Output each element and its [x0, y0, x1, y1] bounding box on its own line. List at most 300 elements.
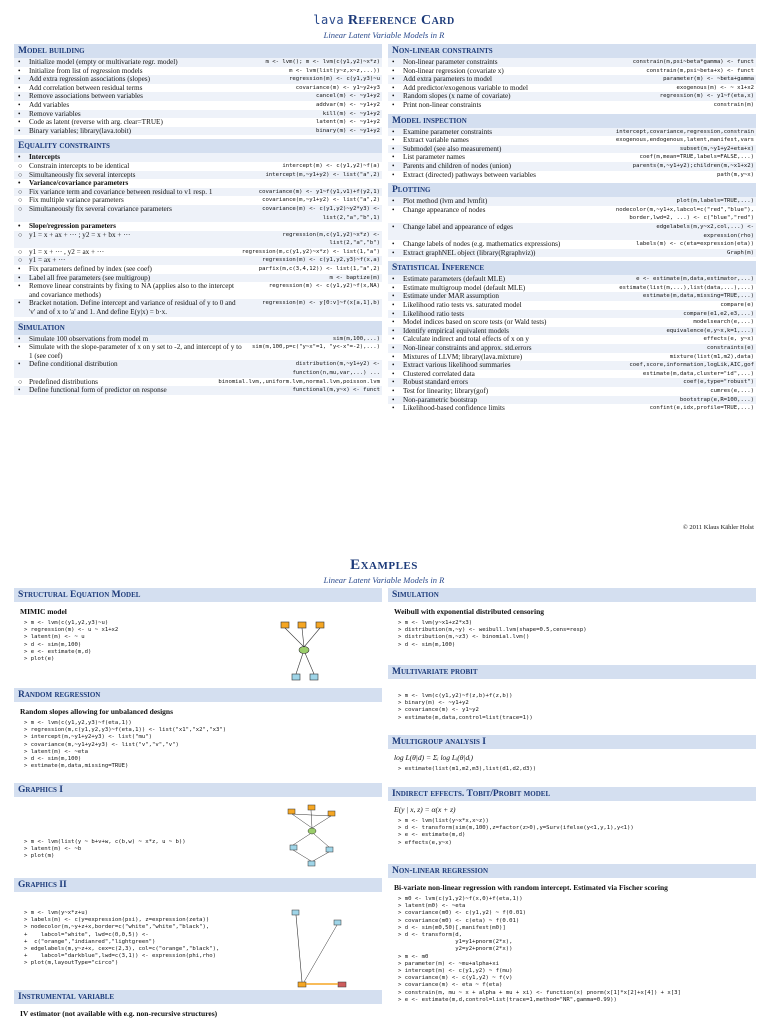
section-title: Equality constraints	[14, 139, 382, 153]
row-code: compare(e)	[720, 302, 754, 309]
ref-row	[14, 92, 382, 101]
ref-row	[14, 101, 382, 110]
ref-row	[388, 75, 756, 84]
row-code: cumres(e,...)	[710, 388, 754, 394]
ref-row	[14, 299, 382, 316]
ref-row	[14, 171, 382, 180]
row-code: binomial.lvm,,uniform.lvm,normal.lvm,poisson.lvm	[218, 378, 380, 385]
row-description: Remove associations between variables	[29, 92, 143, 101]
row-description-wrap	[18, 75, 150, 84]
bullet-icon: •	[392, 83, 395, 92]
row-code: regression(m,c(y1,y2)~x*z) <- list(2,"a","b")	[282, 231, 380, 247]
row-code: regression(m) <- y1~f(eta,x)	[659, 93, 754, 100]
row-description-wrap	[18, 196, 124, 205]
bullet-icon: •	[392, 292, 395, 301]
bullet-icon: •	[392, 404, 395, 413]
row-code: estimate(m,data,cluster="id",...)	[642, 370, 754, 377]
bullet-icon: •	[18, 109, 21, 118]
ref-row	[14, 256, 382, 265]
row-code: intercept(m) <- c(y1,y2)~f(a)	[282, 162, 380, 169]
g2-code: > m <- lvm(y~x*z+u) > labels(m) <- c(y=expression(psi), z=expression(zeta)) > nodecolor(m,~y+z+x,border=c("white","white","black"), + labcol="white", lwd=c(0,0,5)) <- + c("orange","indianred","lightgreen") > edgelabels(m,y~z+x, cex=c(2,3), col=c("orange","black"), + labcol="darkblue",lwd=c(3,1)) <- expression(phi,rho) > plot(m,layoutType="circo")	[24, 910, 220, 967]
section-rows	[388, 58, 756, 110]
bullet-icon: •	[392, 369, 395, 378]
bullet-icon: ○	[18, 230, 23, 239]
ref-row	[388, 353, 756, 362]
ref-row	[14, 118, 382, 127]
bullet-icon: •	[18, 179, 21, 188]
section-title: Plotting	[388, 183, 756, 197]
row-description-wrap	[392, 162, 511, 171]
row-description: Non-linear constraints and approx. std.errors	[403, 344, 532, 353]
row-description: Plot method (lvm and lvmfit)	[403, 197, 488, 206]
row-code: covariance(m) <- c(y1,y2)~y2*y3) <- list(2,"a","b",1)	[262, 205, 380, 221]
row-code: m <- lvm(list(y~z,x~z,...))	[289, 67, 380, 74]
row-description-wrap	[18, 67, 143, 76]
bullet-icon: •	[392, 395, 395, 404]
row-description-wrap	[18, 282, 242, 299]
bullet-icon: •	[18, 153, 21, 162]
row-code: e <- estimate(m,data,estimator,...)	[636, 276, 754, 283]
row-description-wrap	[18, 110, 81, 119]
ref-row	[388, 284, 756, 293]
row-description-wrap	[392, 101, 481, 110]
row-description-wrap	[18, 299, 242, 316]
row-description-wrap	[392, 396, 477, 405]
row-description-wrap	[18, 118, 163, 127]
bullet-icon: •	[392, 361, 395, 370]
sem-code: > m <- lvm(c(y1,y2,y3)~u) > regression(m) <- u ~ x1+x2 > latent(m) <- ~ u > d <- sim(m,100) > e <- estimate(m,d) > plot(e)	[24, 620, 119, 663]
row-description-wrap	[18, 360, 118, 369]
ref-row	[388, 145, 756, 154]
ref-row	[14, 343, 382, 360]
row-code: estimate(list(m,...),list(data,...),...)	[619, 284, 754, 291]
row-description-wrap	[18, 179, 128, 188]
row-description: Add predictor/exogenous variable to model	[403, 83, 528, 92]
row-code: coef(e,type="robust")	[683, 379, 754, 386]
iv-title: Instrumental variable	[14, 990, 382, 1004]
row-description: Clustered correlated data	[403, 369, 475, 378]
row-description-wrap	[18, 231, 130, 240]
row-code: latent(m) <- ~y1+y2	[316, 119, 380, 126]
row-description-wrap	[392, 335, 529, 344]
bullet-icon: •	[392, 352, 395, 361]
mimic-graph	[276, 618, 346, 688]
row-code: parameter(m) <- ~beta+gamma	[663, 76, 754, 83]
row-description-wrap	[392, 206, 485, 215]
bullet-icon: •	[18, 265, 21, 274]
mp-code: > m <- lvm(c(y1,y2)~f(z,b)+f(z,b)) > binary(m) <- ~y1+y2 > covariance(m) <- y1~y2 > estimate(m,data,control=list(trace=1))	[398, 693, 533, 721]
row-description: Simultaneously fix several covariance parameters	[29, 204, 172, 213]
ref-row	[388, 240, 756, 249]
bullet-icon: •	[392, 205, 395, 214]
ref-row	[388, 84, 756, 93]
row-code: covariance(m,~y1+y2) <- list("a",2)	[262, 197, 380, 204]
row-description-wrap	[18, 335, 148, 344]
row-description-wrap	[392, 344, 532, 353]
sim-subtitle: Weibull with exponential distributed censoring	[394, 607, 545, 616]
ref-row	[14, 67, 382, 76]
bullet-icon: ○	[18, 170, 23, 179]
ref-row	[388, 249, 756, 258]
ie-code: > m <- lvm(list(y~x*x,x~z)) > d <- transform(sim(m,100),z=factor(z>0),y=Surv(ifelse(y<1,y,1),y<1)) > e <- estimate(m,d) > effects(e,y~x)	[398, 818, 634, 846]
row-code: addvar(m) <- ~y1+y2	[316, 101, 380, 108]
row-description: Initialize from list of regression models	[29, 66, 143, 75]
bullet-icon: •	[392, 301, 395, 310]
row-description: Change appearance of nodes	[403, 205, 486, 214]
row-code: cancel(m) <- ~y1+y2	[316, 93, 380, 100]
bullet-icon: •	[392, 197, 395, 206]
row-code: constraints(e)	[706, 345, 754, 352]
bullet-icon: •	[392, 170, 395, 179]
bullet-icon: •	[392, 222, 395, 231]
row-description-wrap	[392, 318, 546, 327]
ref-row	[14, 231, 382, 248]
ref-row	[388, 136, 756, 145]
graphics-1-example	[14, 783, 382, 861]
row-description-wrap	[392, 361, 511, 370]
row-description-wrap	[18, 274, 150, 283]
row-description-wrap	[392, 353, 522, 362]
sem-title: Structural Equation Model	[14, 588, 382, 602]
row-code: covariance(m) <- y1~f(y1,v1)+f(y2,1)	[258, 188, 380, 195]
ref-row	[14, 205, 382, 222]
mp-title: Multivariate probit	[388, 665, 756, 679]
row-description-wrap	[392, 153, 465, 162]
section-rows	[14, 153, 382, 316]
bullet-icon: •	[392, 66, 395, 75]
bullet-icon: •	[18, 282, 21, 291]
row-description: Label all free parameters (see multigroup)	[29, 273, 151, 282]
row-description-wrap	[18, 378, 98, 387]
row-description: Define conditional distribution	[29, 360, 118, 369]
ref-row	[388, 171, 756, 180]
row-description: Non-linear regression (covariate x)	[403, 66, 504, 75]
random-regression-example	[14, 688, 382, 770]
row-description: Change labels of nodes (e.g. mathematics expressions)	[403, 240, 561, 249]
row-description: Add correlation between residual terms	[29, 83, 143, 92]
section-rows	[14, 335, 382, 395]
row-description-wrap	[392, 197, 487, 206]
row-description-wrap	[392, 284, 525, 293]
row-code: regression(m) <- c(y1,y2)~f(x,NA)	[268, 283, 380, 290]
nonlinear-regression-example	[388, 864, 756, 1004]
row-description: Fix variance term and covariance between residual to v1 resp. 1	[29, 187, 213, 196]
row-code: regression(m) <- c(y1,y3)~u	[289, 76, 380, 83]
row-description: Estimate multigroup model (default MLE)	[403, 283, 526, 292]
ref-row	[388, 318, 756, 327]
ref-row	[388, 370, 756, 379]
rr-code: > m <- lvm(c(y1,y2,y3)~f(eta,1)) > regression(m,c(y1,y2,y3)~f(eta,1)) <- list("x1","x2","x3") > intercept(m,~y1+y2+y3) <- list("mu") > covariance(m,~y1+y2+y3) <- list("v","v","v") > latent(m) <- ~eta > d <- sim(m,100) > estimate(m,data,missing=TRUE)	[24, 720, 227, 770]
bullet-icon: •	[18, 83, 21, 92]
ref-row	[14, 162, 382, 171]
ref-row	[14, 274, 382, 283]
ref-row	[388, 275, 756, 284]
ref-row	[388, 310, 756, 319]
row-description: Examine parameter constraints	[403, 127, 493, 136]
row-code: mixture(list(m1,m2),data)	[669, 353, 754, 360]
row-code: intercept,covariance,regression,constrain	[615, 128, 754, 135]
iv-subtitle: IV estimator (not available with e.g. non-recursive structures)	[20, 1009, 218, 1018]
row-description-wrap	[392, 301, 522, 310]
section-title: Model inspection	[388, 114, 756, 128]
row-description-wrap	[18, 222, 116, 231]
bullet-icon: •	[392, 240, 395, 249]
ref-row	[388, 335, 756, 344]
bullet-icon: •	[392, 387, 395, 395]
bullet-icon: •	[18, 299, 21, 308]
bullet-icon: •	[18, 100, 21, 109]
ref-row	[14, 127, 382, 136]
row-description-wrap	[392, 92, 511, 101]
row-description: Mixtures of LLVM; library(lava.mixture)	[403, 352, 523, 361]
row-code: path(m,y~x)	[716, 171, 754, 178]
row-description: Initialize model (empty or multivariate regr. model)	[29, 58, 178, 66]
nl-subtitle: Bi-variate non-linear regression with random intercept. Estimated via Fischer scoring	[394, 883, 668, 892]
g1-title: Graphics I	[14, 783, 382, 797]
section-title: Statistical Inference	[388, 261, 756, 275]
bullet-icon: ○	[18, 161, 23, 170]
ref-section	[388, 114, 756, 180]
rr-title: Random regression	[14, 688, 382, 702]
row-description: Constrain intercepts to be identical	[29, 161, 130, 170]
ref-row	[14, 248, 382, 257]
row-code: coef,score,information,logLik,AIC,gof	[629, 362, 754, 369]
section-rows	[14, 58, 382, 135]
row-description: Binary variables; library(lava.tobit)	[29, 126, 131, 135]
examples-title: Examples	[350, 557, 418, 573]
row-code: edgelabels(m,y~x2,col,...) <- expression(rho)	[656, 223, 754, 239]
row-description: Print non-linear constraints	[403, 100, 482, 109]
row-description-wrap	[392, 310, 464, 319]
card-header	[0, 12, 768, 40]
ref-row	[388, 396, 756, 405]
row-code: functional(m,y~x) <- funct	[292, 387, 380, 394]
section-rows	[388, 128, 756, 180]
row-description: Robust standard errors	[403, 378, 469, 387]
row-description-wrap	[18, 386, 167, 395]
row-description-wrap	[18, 343, 242, 360]
row-code: binary(m) <- ~y1+y2	[316, 127, 380, 134]
row-description: Add variables	[29, 100, 70, 109]
row-description: Estimate under MAR assumption	[403, 292, 500, 301]
row-description-wrap	[18, 58, 178, 67]
ref-row	[14, 84, 382, 93]
row-code: subset(m,~y1+y2+eta+x)	[679, 145, 754, 152]
bullet-icon: •	[18, 334, 21, 343]
row-code: exogenous,endogenous,latent,manifest,vars	[615, 137, 754, 144]
row-code: covariance(m) <- y1~y2+y3	[295, 84, 380, 91]
ref-section	[14, 321, 382, 395]
bullet-icon: •	[392, 378, 395, 387]
row-description: Likelihood ratio tests	[403, 309, 465, 318]
row-code: constrain(m,psi~beta*gamma) <- funct	[632, 59, 754, 65]
bullet-icon: ○	[18, 187, 23, 196]
bullet-icon: •	[392, 326, 395, 335]
section-title: Model building	[14, 44, 382, 58]
bullet-icon: •	[18, 58, 21, 66]
copyright: © 2011 Klaus Kähler Holst	[682, 524, 754, 531]
examples-subtitle: Linear Latent Variable Models in R	[323, 575, 445, 585]
row-description: Add extra parameters to model	[403, 75, 493, 84]
bullet-icon: •	[392, 318, 395, 327]
ref-row	[14, 58, 382, 67]
ref-row	[14, 75, 382, 84]
row-description-wrap	[18, 92, 143, 101]
row-code: nodecolor(m,~y1+x,labcol=c("red","blue"), border,lwd=2, ...) <- c("blue","red")	[615, 206, 754, 222]
bullet-icon: •	[392, 335, 395, 344]
row-description: Random slopes (x name of covariate)	[403, 92, 511, 101]
row-description: Submodel (see also measurement)	[403, 144, 502, 153]
g1-code: > m <- lvm(list(y ~ b+v+w, c(b,w) ~ x*z, u ~ b)) > latent(m) <- ~b > plot(m)	[24, 839, 186, 860]
ref-row	[14, 335, 382, 344]
probit-example	[388, 665, 756, 722]
ref-row	[388, 101, 756, 110]
bullet-icon: •	[392, 153, 395, 162]
ref-section	[388, 261, 756, 413]
card-title: Reference Card	[347, 13, 455, 28]
row-description: Likelihood-based confidence limits	[403, 404, 505, 413]
ref-row	[14, 179, 382, 188]
ref-section	[388, 183, 756, 257]
ref-row	[14, 222, 382, 231]
ref-section	[14, 44, 382, 135]
row-description-wrap	[392, 327, 509, 336]
row-code: equivalence(e,y~x,k=1,...)	[666, 327, 754, 334]
row-code: constrain(m,psi~beta+x) <- funct	[646, 67, 754, 74]
row-code: kill(m) <- ~y1+y2	[322, 110, 380, 117]
section-rows	[388, 275, 756, 413]
examples-header	[0, 557, 768, 585]
row-description-wrap	[392, 223, 513, 232]
row-description-wrap	[18, 171, 135, 180]
row-description: Model indices based on score tests (or Wald tests)	[403, 318, 547, 327]
graphics-2-graph	[284, 898, 354, 998]
sim-code: > m <- lvm(y~x1+z2*x3) > distribution(m,~y) <- weibull.lvm(shape=0.5,cens=resp) > distribution(m,~z3) <- binomial.lvm() > d <- sim(m,100)	[398, 620, 587, 648]
row-code: sim(m,100,p=c("y~x"=1, "y<-x"=-2),...)	[252, 344, 380, 351]
ref-row	[388, 162, 756, 171]
ref-row	[14, 265, 382, 274]
row-code: effects(e, y~x)	[703, 336, 754, 343]
row-description: Add extra regression associations (slopes)	[29, 75, 150, 84]
row-description: Fix multiple variance parameters	[29, 196, 124, 205]
ie-formula: E(y | x, z) = α(x + z)	[394, 805, 456, 814]
bullet-icon: •	[392, 161, 395, 170]
row-description: Remove variables	[29, 109, 81, 118]
instrumental-variable-example	[14, 990, 382, 1022]
bullet-icon: •	[18, 75, 21, 84]
indirect-effects-example	[388, 787, 756, 847]
ref-row	[14, 196, 382, 205]
bullet-icon: •	[392, 127, 395, 136]
ref-row	[388, 128, 756, 137]
ref-row	[388, 197, 756, 206]
row-description-wrap	[18, 162, 129, 171]
bullet-icon: •	[392, 100, 395, 109]
bullet-icon: •	[392, 248, 395, 257]
graphics-2-example	[14, 878, 382, 968]
row-code: regression(m) <- c(y1,y2,y3)~f(x,a)	[262, 257, 380, 264]
row-description-wrap	[392, 378, 468, 387]
bullet-icon: •	[18, 118, 21, 127]
ref-row	[14, 378, 382, 387]
row-description: y1 = x + ··· , y2 = ax + ···	[29, 247, 105, 256]
sim-title: Simulation	[388, 588, 756, 602]
row-description: y1 = ax + ···	[29, 256, 66, 265]
row-description-wrap	[392, 145, 501, 154]
row-code: coef(m,mean=TRUE,labels=FALSE,...)	[639, 154, 754, 161]
row-description: Likelihood ratio tests vs. saturated model	[403, 301, 522, 310]
row-description: Intercepts	[29, 153, 61, 162]
row-description-wrap	[18, 127, 131, 136]
bullet-icon: •	[392, 309, 395, 318]
bullet-icon: •	[18, 360, 21, 369]
row-code: plot(m,labels=TRUE,...)	[676, 198, 754, 205]
row-description: y1 = x + ax + ··· ; y2 = x + bx + ···	[29, 230, 131, 239]
ref-row	[388, 361, 756, 370]
mg-formula: log L(θ|d) = Σᵢ log Lᵢ(θ|dᵢ)	[394, 753, 473, 762]
row-description-wrap	[18, 188, 212, 197]
row-description: Extract graphNEL object (library(Rgraphviz))	[403, 248, 536, 257]
bullet-icon: •	[392, 275, 395, 284]
row-description: Variance/covariance parameters	[29, 179, 129, 188]
ref-row	[388, 387, 756, 396]
bullet-icon: •	[392, 344, 395, 353]
row-description-wrap	[392, 136, 469, 145]
row-description-wrap	[18, 205, 172, 214]
bullet-icon: ○	[18, 377, 23, 386]
row-code: regression(m,c(y1,y2)~x*z) <- list(1,"a")	[241, 248, 380, 255]
row-code: compare(e1,e2,e3,...)	[683, 310, 754, 317]
bullet-icon: •	[18, 343, 21, 352]
row-description-wrap	[18, 84, 142, 93]
row-code: distribution(m,~y1+y2) <- function(n,mu,var,...) ...	[292, 361, 380, 376]
row-description-wrap	[392, 387, 488, 396]
row-description: Simulate 100 observations from model m	[29, 334, 149, 343]
row-description-wrap	[18, 256, 65, 265]
row-description-wrap	[392, 292, 499, 301]
row-code: parents(m,~y1+y2);children(m,~x1+x2)	[632, 162, 754, 169]
ref-row	[388, 223, 756, 240]
row-description: Fix parameters defined by index (see coef)	[29, 265, 152, 274]
row-description: Slope/regression parameters	[29, 222, 116, 231]
row-description-wrap	[392, 67, 504, 76]
row-code: constrain(m)	[713, 101, 754, 108]
nl-title: Non-linear regression	[388, 864, 756, 878]
ref-row	[388, 344, 756, 353]
row-description: Calculate indirect and total effects of x on y	[403, 335, 530, 344]
card-subtitle: Linear Latent Variable Models in R	[323, 30, 445, 40]
row-description-wrap	[18, 153, 60, 162]
row-description-wrap	[18, 101, 69, 110]
row-code: m <- baptize(m)	[329, 274, 380, 281]
row-description-wrap	[392, 84, 528, 93]
row-description: Identify empirical equivalent models	[403, 326, 509, 335]
row-description-wrap	[392, 75, 492, 84]
section-rows	[388, 197, 756, 257]
left-column	[14, 40, 382, 395]
row-description-wrap	[392, 128, 492, 137]
bullet-icon: •	[392, 58, 395, 66]
bullet-icon: •	[392, 144, 395, 153]
row-description: Change label and appearance of edges	[403, 222, 513, 231]
ref-row	[14, 110, 382, 119]
row-code: parfix(m,c(3,4,12)) <- list(1,"a",2)	[258, 266, 380, 273]
g2-title: Graphics II	[14, 878, 382, 892]
bullet-icon: •	[392, 75, 395, 84]
ref-row	[14, 282, 382, 299]
ref-section	[388, 44, 756, 110]
bullet-icon: •	[18, 126, 21, 135]
